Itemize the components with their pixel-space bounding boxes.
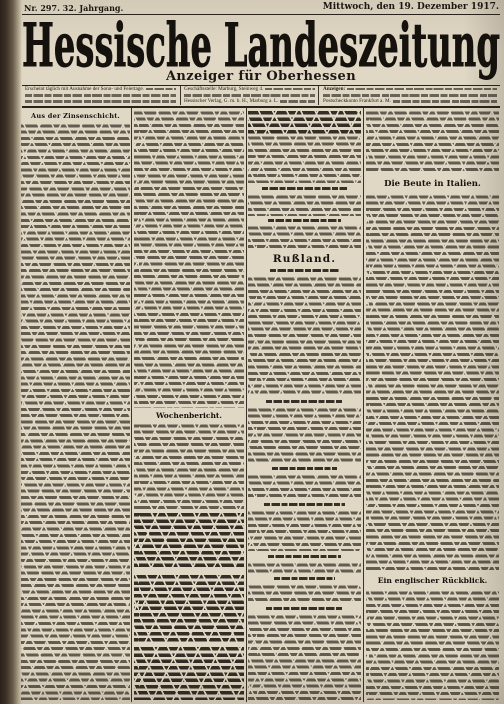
- text-lines: [248, 194, 361, 216]
- info-line: [184, 98, 315, 104]
- subscription-info-box: [22, 86, 179, 105]
- advertising-label: Anzeigen:: [323, 86, 346, 93]
- text-lines: [248, 225, 361, 250]
- text-lines: [184, 94, 315, 97]
- section-heading: Wochenbericht.: [156, 411, 222, 420]
- subheading-lines: [268, 555, 341, 558]
- info-line: [25, 98, 176, 104]
- text-lines: [248, 135, 361, 183]
- text-lines: [248, 276, 361, 396]
- text-lines: [25, 94, 176, 97]
- text-lines: [366, 110, 499, 174]
- bold-text-lines: [134, 646, 244, 700]
- issue-date: Mittwoch, den 19. Dezember 1917.: [322, 2, 499, 12]
- subheading-lines: [266, 400, 343, 403]
- text-lines: [21, 123, 130, 700]
- section-heading: Aus der Zinsenschicht.: [31, 112, 120, 120]
- advertising-info-box: [320, 86, 500, 105]
- text-lines: [248, 562, 361, 573]
- masthead-subtitle: Anzeiger für Oberhessen: [165, 69, 357, 84]
- text-lines: [248, 584, 361, 603]
- text-lines: [248, 614, 361, 700]
- text-lines: [248, 510, 361, 551]
- column-2: [134, 110, 244, 700]
- bold-text-lines: [134, 574, 244, 642]
- text-lines: [323, 94, 497, 97]
- subheading-lines: [274, 577, 335, 580]
- subheading-lines: [262, 187, 347, 190]
- masthead-title: Hessische Landeszeitung: [22, 11, 500, 81]
- bold-text-lines: [248, 110, 361, 134]
- subscription-text: Erscheint täglich mit Ausnahme der Sonn- und Feiertage.: [25, 86, 144, 93]
- subheading-lines: [266, 607, 343, 610]
- subheading-lines: [268, 219, 341, 222]
- column-rule: [246, 108, 247, 702]
- subheading-lines: [264, 503, 345, 506]
- text-lines: [248, 474, 361, 499]
- subheading-lines: [270, 269, 339, 272]
- text-lines: [280, 100, 315, 103]
- text-lines: [146, 88, 176, 91]
- text-lines: [393, 100, 497, 103]
- column-4: [366, 110, 499, 700]
- column-3: [248, 110, 361, 700]
- text-lines: [134, 423, 244, 509]
- binding-edge: [0, 0, 22, 704]
- column-rule: [131, 108, 132, 702]
- text-lines: [25, 100, 176, 103]
- column-1: [21, 110, 130, 700]
- column-rule: [363, 108, 364, 702]
- bold-text-lines: [134, 512, 244, 570]
- section-heading: Rußland.: [272, 253, 337, 265]
- text-lines: [366, 194, 499, 570]
- postal-account: Postscheckkonto Frankfurt a. M.: [323, 98, 391, 105]
- text-lines: [347, 88, 497, 91]
- issue-number: Nr. 297. 32. Jahrgang.: [24, 3, 124, 13]
- masthead-bottom-rule: [22, 106, 500, 108]
- section-heading: Die Beute in Italien.: [384, 179, 481, 189]
- text-lines: [265, 88, 315, 91]
- publisher-name: Hessischer Verlag, G. m. b. H., Marburg a. L.: [184, 98, 279, 105]
- subheading-lines: [272, 467, 337, 470]
- text-lines: [366, 590, 499, 700]
- text-lines: [248, 407, 361, 462]
- info-line: [323, 98, 497, 104]
- office-address: Geschäftsstelle: Marburg, Steinweg 4.: [184, 86, 264, 93]
- publisher-info-box: [180, 86, 319, 105]
- text-lines: [134, 110, 244, 408]
- section-heading: Ein englischer Rückblick.: [377, 576, 488, 585]
